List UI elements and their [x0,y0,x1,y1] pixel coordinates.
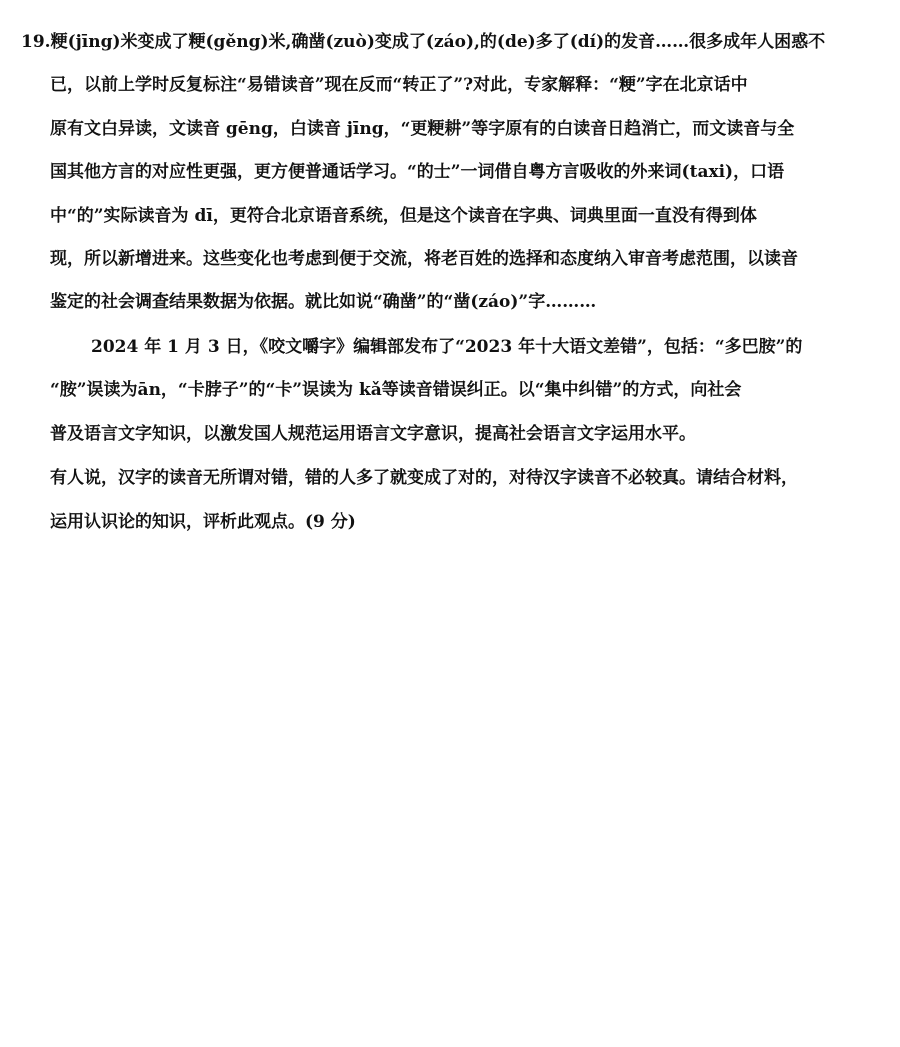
question-line-12: 运用认识论的知识，评析此观点。(9 分) [50,512,356,532]
question-line-4: 国其他方言的对应性更强，更方便普通话学习。“的士”一词借自粤方言吸收的外来词(taxi)，口语 [50,162,785,182]
question-line-6: 现，所以新增进来。这些变化也考虑到便于交流，将老百姓的选择和态度纳入审音考虑范围，以读音 [50,249,798,269]
question-line-8: 2024 年 1 月 3 日，《咬文嚼字》编辑部发布了“2023 年十大语文差错”，包括：“多巴胺”的 [91,337,803,357]
question-line-7: 鉴定的社会调查结果数据为依据。就比如说“确凿”的“凿(záo)”字……… [50,292,597,312]
question-line-1: 19.粳(jīng)米变成了粳(gěng)米,确凿(zuò)变成了(záo),的(de)多了(dí)的发音……很多成年人困惑不 [21,32,826,52]
question-line-2: 已，以前上学时反复标注“易错读音”现在反而“转正了”?对此，专家解释：“粳”字在北京话中 [50,75,748,95]
question-line-3: 原有文白异读，文读音 gēng，白读音 jīng，“更粳耕”等字原有的白读音日趋消亡，而文读音与全 [50,119,795,139]
question-line-10: 普及语言文字知识，以激发国人规范运用语言文字意识，提高社会语言文字运用水平。 [50,424,696,444]
question-line-9: “胺”误读为ān，“卡脖子”的“卡”误读为 kǎ等读音错误纠正。以“集中纠错”的方式，向社会 [50,380,742,400]
question-line-5: 中“的”实际读音为 dī，更符合北京语音系统，但是这个读音在字典、词典里面一直没有得到体 [50,206,757,226]
question-line-11: 有人说，汉字的读音无所谓对错，错的人多了就变成了对的，对待汉字读音不必较真。请结合材料， [50,468,798,488]
